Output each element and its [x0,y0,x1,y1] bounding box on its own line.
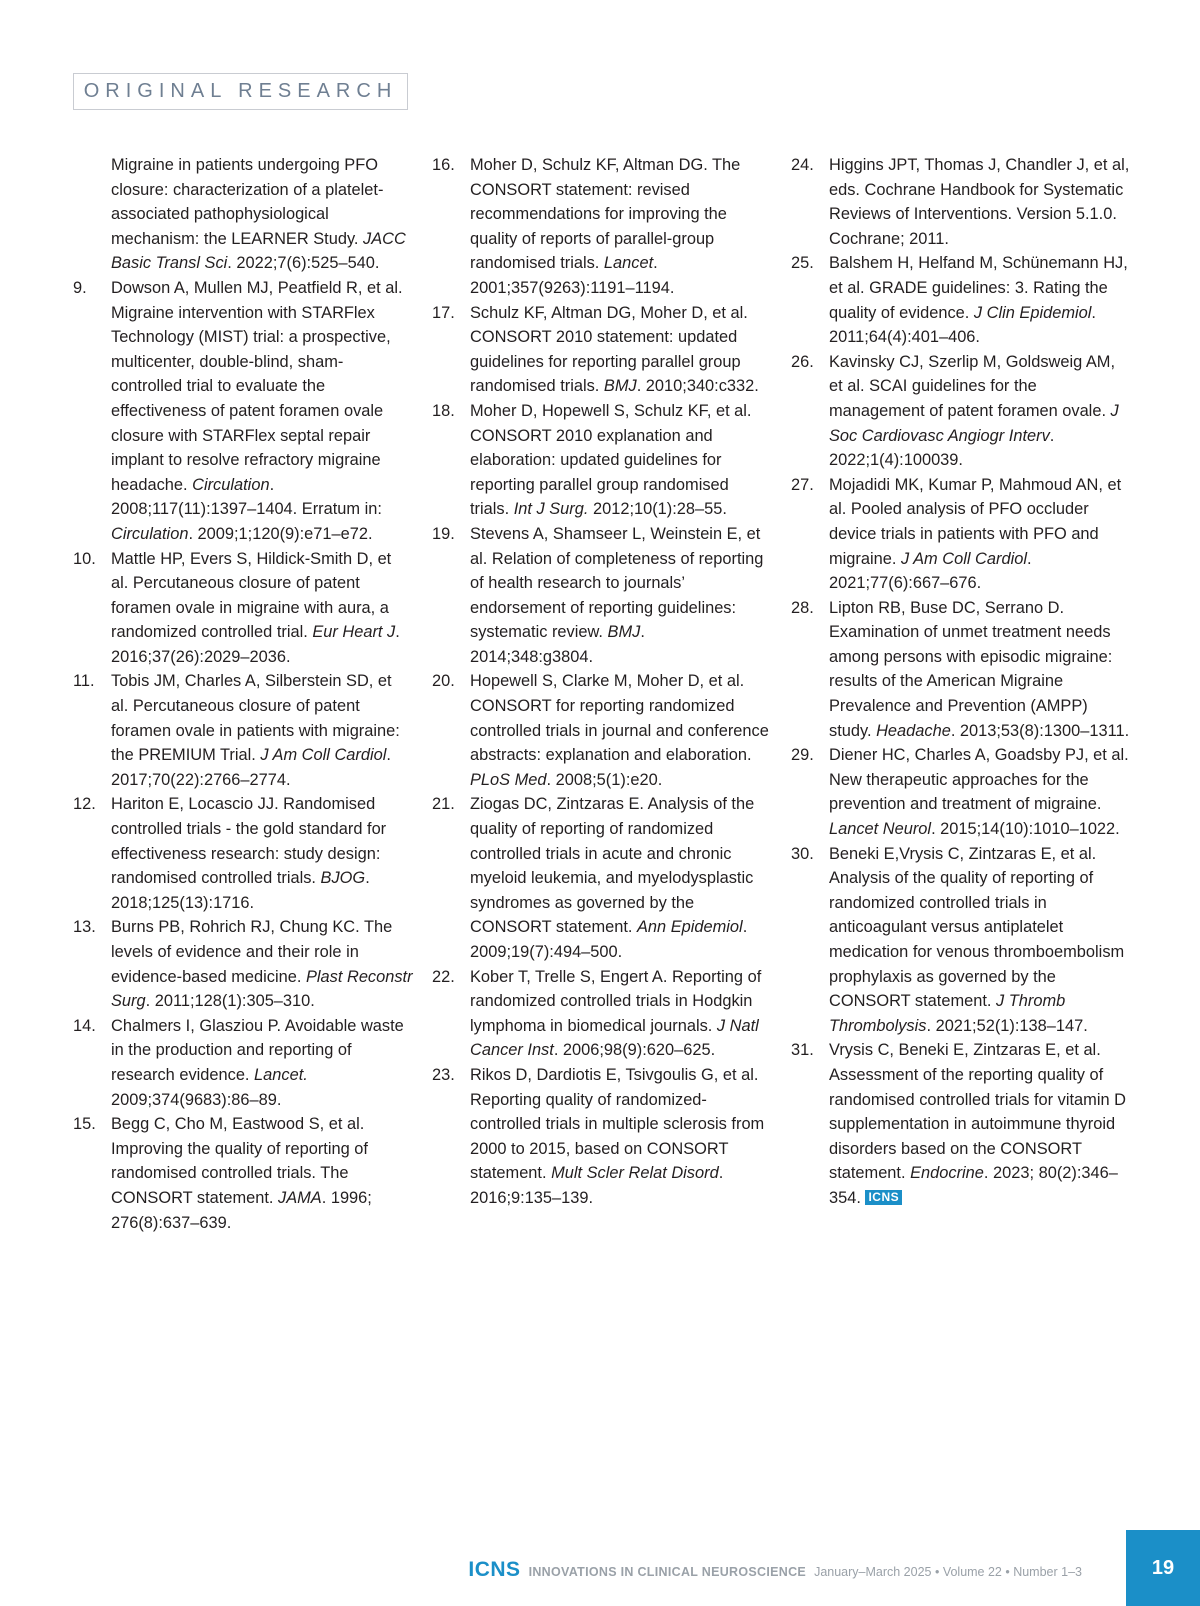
page-footer [0,1530,1200,1606]
reference-text: . 2010;340:c332. [636,377,759,396]
reference-text: Schulz KF, Altman DG, Moher D, et al. CONSORT 2010 statement: updated guidelines for reporting parallel group randomised trials. [470,303,748,396]
reference-item [432,522,772,670]
reference-item [432,399,772,522]
journal-title: Lancet Neurol [829,820,932,839]
reference-text: . 2006;98(9):620–625. [553,1041,716,1060]
reference-number: 15. [73,1115,96,1134]
journal-title: JAMA [278,1188,322,1207]
reference-number: 10. [73,549,96,568]
reference-text: . 2021;52(1):138–147. [926,1016,1088,1035]
journal-title: J Clin Epidemiol [973,303,1092,322]
issue-info: January–March 2025 • Volume 22 • Number 1–3 [814,1565,1082,1579]
reference-text: . 2015;14(10):1010–1022. [931,820,1120,839]
reference-text: Moher D, Hopewell S, Schulz KF, et al. CONSORT 2010 explanation and elaboration: updated guidelines for reporting parallel group randomised trials. [470,401,752,519]
reference-text: . 2023; 80(2):346–354. [829,1164,1118,1207]
reference-number: 22. [432,967,455,986]
reference-text: . 2008;5(1):e20. [546,770,663,789]
reference-text: . 2016;37(26):2029–2036. [111,623,400,666]
reference-text: Tobis JM, Charles A, Silberstein SD, et al. Percutaneous closure of patent foramen ovale in patients with migraine: the PREMIUM Trial. [111,672,400,765]
reference-item [73,792,413,915]
reference-number: 13. [73,918,96,937]
reference-text: . 2022;7(6):525–540. [227,254,380,273]
reference-item [432,965,772,1063]
journal-title: BJOG [320,869,366,888]
reference-item [73,547,413,670]
references-column-2 [432,153,772,1211]
reference-number: 18. [432,401,455,420]
reference-item [791,251,1131,349]
reference-text: . 2016;9:135–139. [470,1164,724,1207]
reference-text: Dowson A, Mullen MJ, Peatfield R, et al. Migraine intervention with STARFlex Technology (MIST) trial: a prospective, multicenter, double-blind, sham-controlled trial to evaluate the effectiveness of patent foramen ovale closure with STARFlex septal repair implant to resolve refractory migraine headache. [111,278,403,494]
reference-text: Balshem H, Helfand M, Schünemann HJ, et al. GRADE guidelines: 3. Rating the quality of evidence. [829,254,1128,322]
journal-title: Mult Scler Relat Disord [551,1164,719,1183]
reference-text: Kober T, Trelle S, Engert A. Reporting of randomized controlled trials in Hodgkin lymphoma in biomedical journals. [470,967,762,1035]
reference-text: Mattle HP, Evers S, Hildick-Smith D, et al. Percutaneous closure of patent foramen ovale in migraine with aura, a randomized controlled trial. [111,549,392,642]
references-column-3 [791,153,1131,1211]
journal-title: Circulation [192,475,270,494]
journal-title: Headache [876,721,951,740]
reference-item [432,1063,772,1211]
reference-text: . 2008;117(11):1397–1404. Erratum in: [111,475,382,519]
reference-text: Diener HC, Charles A, Goadsby PJ, et al. New therapeutic approaches for the prevention and treatment of migraine. [829,746,1129,814]
reference-text: . 2001;357(9263):1191–1194. [470,254,675,297]
reference-text: . 2014;348:g3804. [470,623,645,666]
reference-text: . 2022;1(4):100039. [829,426,1055,470]
reference-text: . 2021;77(6):667–676. [829,549,1032,593]
reference-number: 16. [432,156,455,174]
reference-text: . 2011;64(4):401–406. [829,303,1096,347]
reference-item [791,1038,1131,1210]
reference-text: . 1996; 276(8):637–639. [111,1188,372,1232]
reference-text: Rikos D, Dardiotis E, Tsivgoulis G, et al. Reporting quality of randomized-controlled trials in multiple sclerosis from 2000 to 2015, based on CONSORT statement. [470,1065,765,1183]
reference-text: . 2017;70(22):2766–2774. [111,746,391,789]
reference-text: Beneki E,Vrysis C, Zintzaras E, et al. Analysis of the quality of reporting of randomized controlled trials in anticoagulant versus antiplatelet medication for venous thromboembolism prophylaxis as governed by the CONSORT statement. [829,844,1125,1011]
reference-number: 31. [791,1041,814,1060]
journal-title: J Soc Cardiovasc Angiogr Interv [829,401,1119,445]
journal-title: PLoS Med [470,770,547,789]
journal-logo: ICNS [468,1558,521,1581]
journal-title: BMJ [603,377,637,396]
journal-title: JACC Basic Transl Sci [111,229,406,273]
journal-title: Ann Epidemiol [637,918,743,937]
reference-number: 14. [73,1016,96,1035]
journal-title: J Am Coll Cardiol [900,549,1027,568]
journal-title: Eur Heart J [312,623,396,642]
reference-item [73,915,413,1013]
reference-text: Chalmers I, Glasziou P. Avoidable waste in the production and reporting of research evidence. [111,1016,404,1084]
reference-number: 28. [791,598,814,617]
reference-text: . 2018;125(13):1716. [111,869,370,912]
reference-item [432,153,772,301]
reference-number: 23. [432,1065,455,1084]
reference-item [432,792,772,964]
reference-text: Moher D, Schulz KF, Altman DG. The CONSORT statement: revised recommendations for improving the quality of reports of parallel-group randomised trials. [470,156,741,273]
reference-number: 24. [791,156,814,174]
reference-text: . 2009;1;120(9):e71–e72. [188,524,373,543]
footer-running-title [468,1558,1082,1582]
reference-text: . 2013;53(8):1300–1311. [950,721,1130,740]
journal-title: Lancet [603,254,654,273]
reference-number: 30. [791,844,814,863]
reference-text: Begg C, Cho M, Eastwood S, et al. Improving the quality of reporting of randomised controlled trials. The CONSORT statement. [111,1115,368,1207]
reference-item [73,1112,413,1235]
reference-text: Kavinsky CJ, Szerlip M, Goldsweig AM, et al. SCAI guidelines for the management of patent foramen ovale. [829,352,1116,420]
reference-item [73,669,413,792]
reference-number: 26. [791,352,814,371]
reference-number: 29. [791,746,814,765]
end-of-article-badge: ICNS [865,1190,902,1205]
journal-title: Endocrine [910,1164,984,1183]
journal-title: Lancet. [254,1065,308,1084]
reference-text: Ziogas DC, Zintzaras E. Analysis of the quality of reporting of randomized controlled trials in acute and chronic myeloid leukemia, and myelodysplastic syndromes as governed by the CONSORT statement. [470,795,755,937]
reference-item [791,153,1131,251]
reference-text: 2009;374(9683):86–89. [111,1090,282,1109]
journal-name: INNOVATIONS IN CLINICAL NEUROSCIENCE [528,1565,807,1579]
references-column-1 [73,153,413,1235]
reference-text: Higgins JPT, Thomas J, Chandler J, et al, eds. Cochrane Handbook for Systematic Reviews of Interventions. Version 5.1.0. Cochrane; 2011. [829,156,1130,248]
reference-number: 25. [791,254,814,273]
reference-text: . 2011;128(1):305–310. [145,992,315,1011]
reference-item [432,301,772,399]
reference-text: Mojadidi MK, Kumar P, Mahmoud AN, et al. Pooled analysis of PFO occluder device trials in patients with PFO and migraine. [829,475,1122,568]
page-number: 19 [1126,1530,1200,1606]
reference-number: 19. [432,524,455,543]
reference-number: 21. [432,795,455,814]
reference-text: Migraine in patients undergoing PFO closure: characterization of a platelet-associated pathophysiological mechanism: the LEARNER Study. [111,156,384,248]
reference-text: Burns PB, Rohrich RJ, Chung KC. The levels of evidence and their role in evidence-based medicine. [111,918,393,986]
reference-item [791,473,1131,596]
reference-item [791,596,1131,744]
reference-item [791,350,1131,473]
reference-item [791,842,1131,1039]
reference-text: . 2009;19(7):494–500. [470,918,748,961]
reference-text: Hariton E, Locascio JJ. Randomised controlled trials - the gold standard for effectiveness research: study design: randomised controlled trials. [111,795,387,888]
journal-title: J Thromb Thrombolysis [829,992,1066,1035]
reference-item [73,276,413,547]
reference-text: Vrysis C, Beneki E, Zintzaras E, et al. Assessment of the reporting quality of randomised controlled trials for vitamin D supplementation in autoimmune thyroid disorders based on the CONSORT statement. [829,1041,1126,1183]
reference-number: 9. [73,278,87,297]
reference-text: 2012;10(1):28–55. [588,500,727,519]
reference-text: Hopewell S, Clarke M, Moher D, et al. CONSORT for reporting randomized controlled trials in journal and conference abstracts: explanation and elaboration. [470,672,769,765]
reference-text: Stevens A, Shamseer L, Weinstein E, et al. Relation of completeness of reporting of health research to journals’ endorsement of reporting guidelines: systematic review. [470,524,764,642]
journal-title: J Natl Cancer Inst [470,1016,759,1060]
journal-title: Plast Reconstr Surg [111,967,413,1011]
reference-number: 20. [432,672,455,691]
journal-title: Int J Surg. [513,500,589,519]
reference-number: 11. [73,672,95,691]
journal-title: Circulation [111,524,189,543]
reference-number: 27. [791,475,814,494]
reference-number: 12. [73,795,96,814]
reference-item [432,669,772,792]
journal-title: BMJ [607,623,641,642]
reference-item [73,1014,413,1112]
reference-item [791,743,1131,841]
reference-text: Lipton RB, Buse DC, Serrano D. Examination of unmet treatment needs among persons with episodic migraine: results of the American Migraine Prevalence and Prevention (AMPP) study. [829,598,1113,740]
reference-item [73,153,413,276]
section-label: ORIGINAL RESEARCH [73,73,408,110]
journal-title: J Am Coll Cardiol [260,746,387,765]
reference-number: 17. [432,303,455,322]
